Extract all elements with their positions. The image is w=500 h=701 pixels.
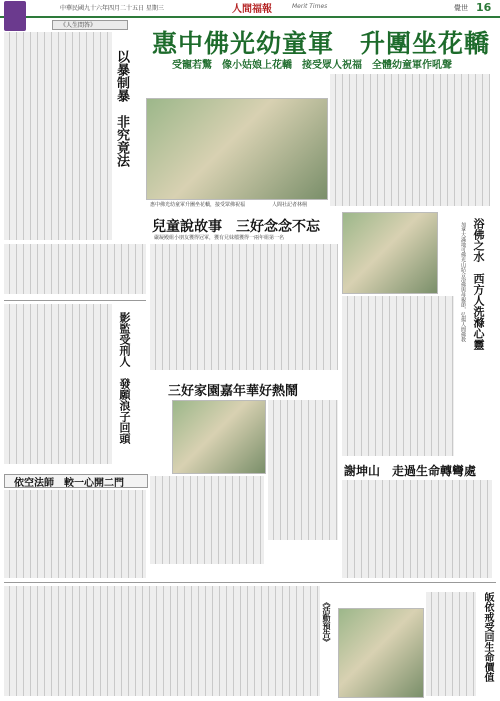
- lotus-logo-icon: [4, 1, 26, 31]
- paper-name: 人間福報: [232, 4, 272, 15]
- family-photo: [172, 400, 266, 474]
- events-list: [4, 586, 320, 696]
- article-text: [4, 304, 112, 464]
- ceremony-photo: [338, 608, 424, 698]
- article-text: [342, 480, 492, 578]
- left-heading: 以暴制暴 非究竟法: [114, 50, 129, 167]
- parole-heading: 影監受刑人 發願浪子回頭: [118, 312, 131, 444]
- events-heading: 《活動預告》: [322, 598, 332, 646]
- divider: [4, 582, 496, 583]
- yikong-heading: 依空法師 較一心開二門: [14, 478, 124, 489]
- children-story-heading: 兒童說故事 三好念念不忘: [152, 219, 320, 235]
- bath-story-subtitle: 加拿大滿地可佛光山結合浴佛與母親節，弘揚人間佛教: [460, 222, 466, 342]
- main-photo: [146, 98, 328, 200]
- article-text: [330, 74, 490, 206]
- bath-story-heading: 浴佛之水 西方人洗滌心靈: [472, 218, 485, 350]
- children-story-subtitle: 嚴凝殿組小朋友獲得冠軍，獲有兄妹檔獲得一兩年組第一名: [154, 235, 285, 241]
- family-story-heading: 三好家園嘉年華好熱鬧: [168, 384, 299, 399]
- article-text: [150, 476, 264, 564]
- main-subtitle: 受寵若驚 像小姑娘上花轎 接受眾人祝福 全體幼童軍作吼聲: [172, 60, 452, 71]
- article-text: [268, 400, 338, 540]
- issue-date: 中華民國九十六年四月二十五日 星期三: [60, 5, 164, 12]
- xiekunshan-heading: 謝坤山 走過生命轉彎處: [344, 464, 477, 478]
- article-text: [426, 592, 476, 696]
- article-text: [4, 244, 146, 294]
- section-name: 覺世: [454, 4, 468, 12]
- bath-photo: [342, 212, 438, 294]
- page-number: 16: [476, 1, 492, 14]
- article-text: [342, 296, 454, 456]
- article-text: [4, 490, 146, 578]
- column-tag: 《人生問答》: [60, 22, 97, 29]
- article-text: [4, 32, 112, 240]
- article-text: [150, 244, 338, 370]
- main-headline: 惠中佛光幼童軍 升團坐花轎: [152, 29, 491, 58]
- bottom-right-heading: 皈依戒受回生命價值: [482, 592, 493, 682]
- main-photo-credit: 人間社記者林栩: [272, 202, 308, 208]
- main-photo-caption: 惠中佛光幼童軍升團坐花轎，接受眾佛祝福: [150, 202, 246, 208]
- divider: [4, 300, 146, 301]
- paper-name-en: Merit Times: [292, 3, 328, 10]
